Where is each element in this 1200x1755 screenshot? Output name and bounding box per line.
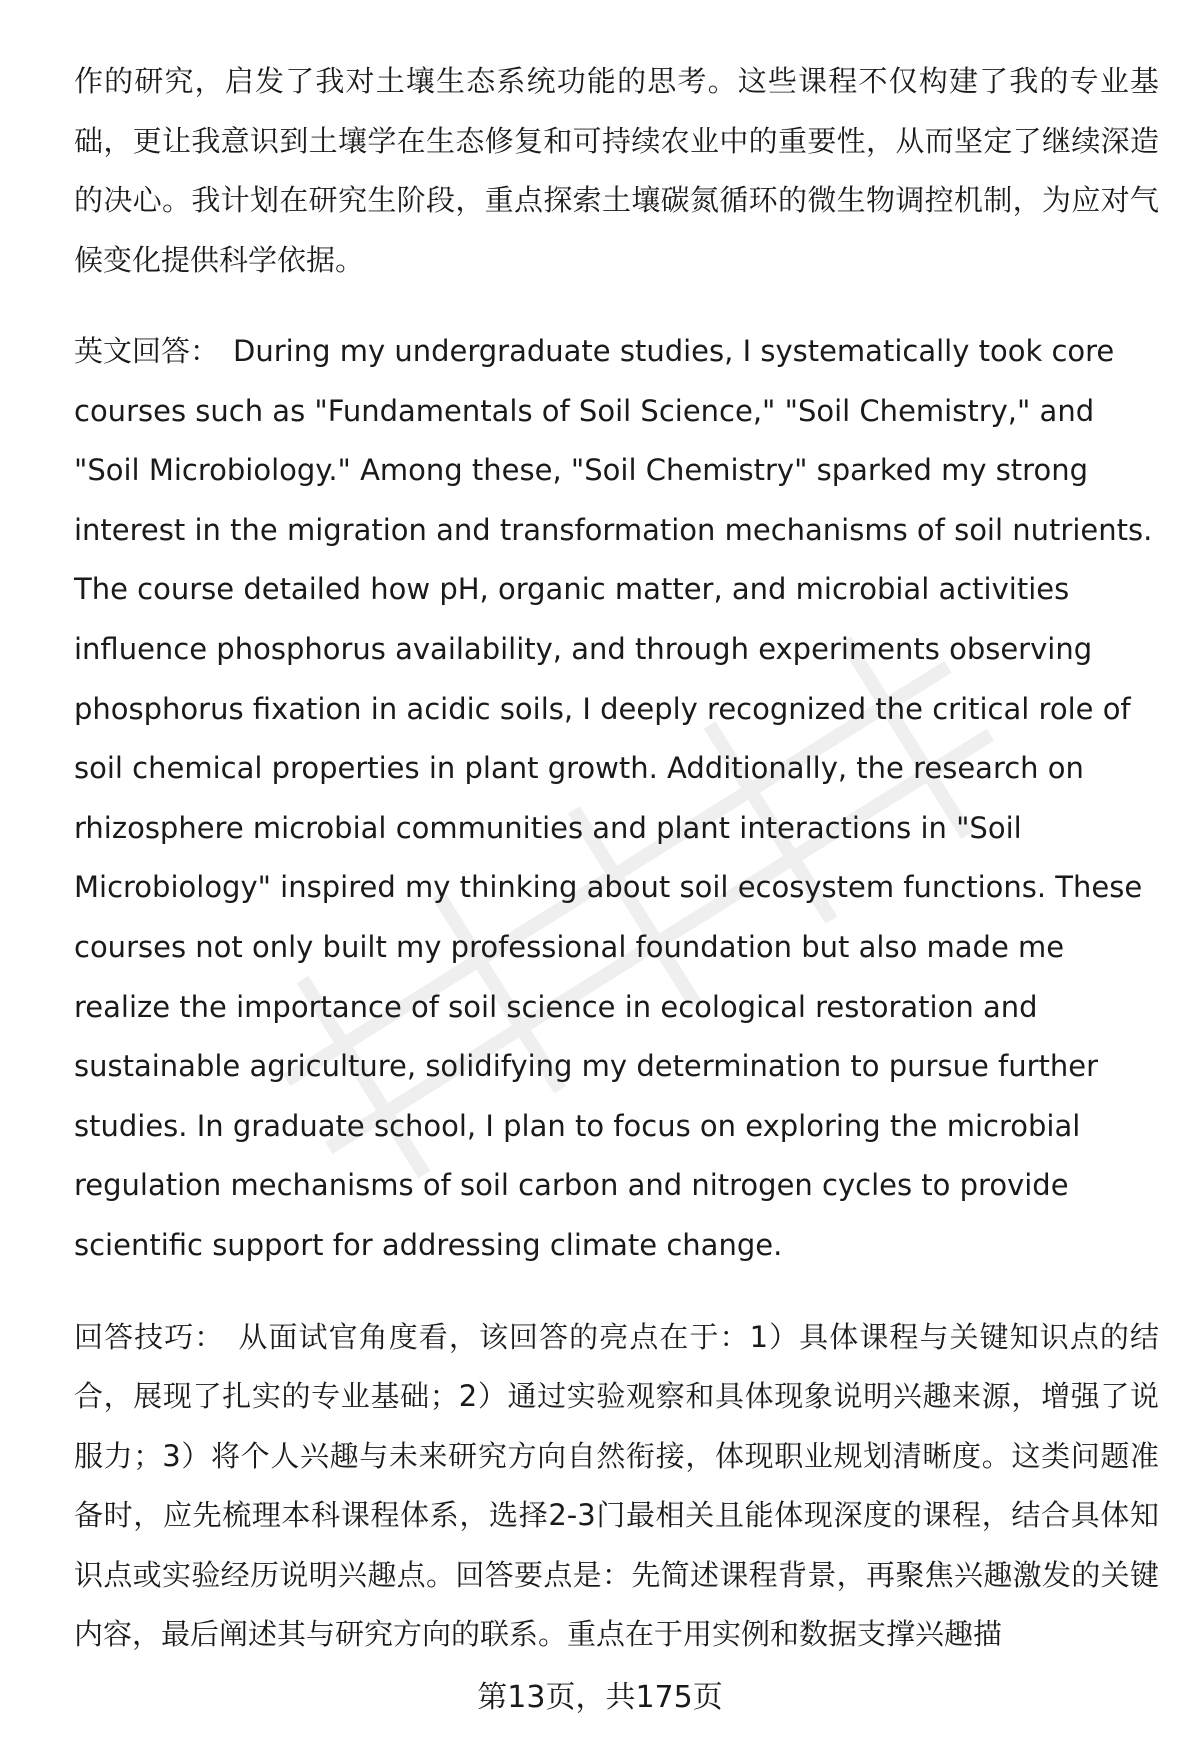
paragraph-answer-tips [74, 1308, 1159, 1665]
paragraph-label: 英文回答： [74, 334, 220, 368]
document-body [74, 52, 1159, 1697]
page-number: 第13页，共175页 [477, 1680, 723, 1715]
paragraph-label: 回答技巧： [74, 1319, 225, 1354]
paragraph-english-answer [74, 322, 1159, 1276]
paragraph-text: 作的研究，启发了我对土壤生态系统功能的思考。这些课程不仅构建了我的专业基础，更让我意识到土壤学在生态修复和可持续农业中的重要性，从而坚定了继续深造的决心。我计划在研究生阶段，重点探索土壤碳氮循环的微生物调控机制，为应对气候变化提供科学依据。 [74, 64, 1159, 277]
paragraph-text: During my undergraduate studies, I systematically took core courses such as "Fundamentals of Soil Science," "Soil Chemistry," and "Soil Microbiology." Among these, "Soil Chemistry" sparked my strong interest in the migration and transformation mechanisms of soil nutrients. The course detailed how pH, organic matter, and microbial activities influence phosphorus availability, and through experiments observing phosphorus fixation in acidic soils, I deeply recognized the critical role of soil chemical properties in plant growth. Additionally, the research on rhizosphere microbial communities and plant interactions in "Soil Microbiology" inspired my thinking about soil ecosystem functions. These courses not only built my professional foundation but also made me realize the importance of soil science in ecological restoration and sustainable agriculture, solidifying my determination to pursue further studies. In graduate school, I plan to focus on exploring the microbial regulation mechanisms of soil carbon and nitrogen cycles to provide scientific support for addressing climate change. [74, 334, 1153, 1262]
paragraph-text: 从面试官角度看，该回答的亮点在于：1）具体课程与关键知识点的结合，展现了扎实的专业基础；2）通过实验观察和具体现象说明兴趣来源，增强了说服力；3）将个人兴趣与未来研究方向自然衔接，体现职业规划清晰度。这类问题准备时，应先梳理本科课程体系，选择2-3门最相关且能体现深度的课程，结合具体知识点或实验经历说明兴趣点。回答要点是：先简述课程背景，再聚焦兴趣激发的关键内容，最后阐述其与研究方向的联系。重点在于用实例和数据支撑兴趣描 [74, 1319, 1159, 1651]
paragraph-chinese-answer-tail [74, 52, 1159, 290]
